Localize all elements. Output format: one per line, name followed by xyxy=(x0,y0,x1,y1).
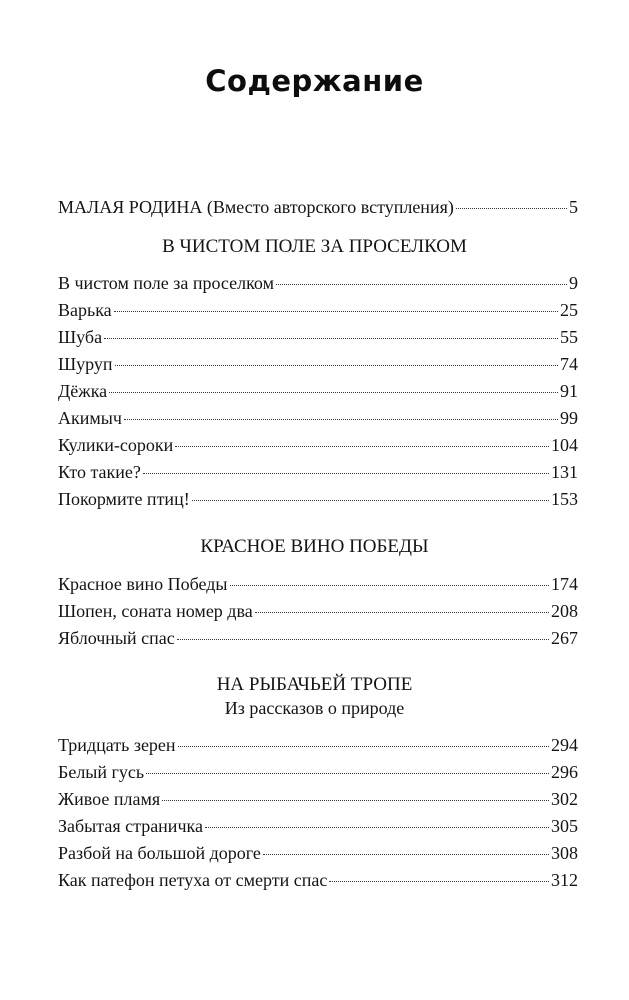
section-heading: НА РЫБАЧЬЕЙ ТРОПЕ xyxy=(216,674,413,695)
dot-leader xyxy=(255,612,549,613)
entry-page: 312 xyxy=(551,870,578,890)
dot-leader xyxy=(175,446,549,447)
entry-page: 104 xyxy=(551,435,578,455)
entry-title: Кто такие? xyxy=(58,462,141,482)
entry-title: Варька xyxy=(58,300,112,320)
entry-page: 174 xyxy=(551,574,578,594)
toc-entry[interactable] xyxy=(58,299,578,321)
entry-title: Покормите птиц! xyxy=(58,489,190,509)
dot-leader xyxy=(143,473,549,474)
entry-page: 9 xyxy=(569,273,578,293)
entry-page: 153 xyxy=(551,489,578,509)
section-heading: КРАСНОЕ ВИНО ПОБЕДЫ xyxy=(200,536,429,557)
entry-page: 308 xyxy=(551,843,578,863)
entry-page: 296 xyxy=(551,762,578,782)
dot-leader xyxy=(124,419,558,420)
dot-leader xyxy=(177,639,549,640)
toc-entry[interactable] xyxy=(58,761,578,783)
dot-leader xyxy=(115,365,558,366)
entry-page: 5 xyxy=(569,197,578,217)
dot-leader xyxy=(178,746,549,747)
section-heading: В ЧИСТОМ ПОЛЕ ЗА ПРОСЕЛКОМ xyxy=(162,236,467,257)
entry-title: Белый гусь xyxy=(58,762,145,782)
entry-title: МАЛАЯ РОДИНА (Вместо авторского вступления) xyxy=(58,197,454,217)
entry-title: Шуба xyxy=(58,327,103,347)
toc-entry[interactable] xyxy=(58,380,578,402)
dot-leader xyxy=(104,338,558,339)
dot-leader xyxy=(146,773,549,774)
dot-leader xyxy=(114,311,558,312)
entry-title: Живое пламя xyxy=(58,789,161,809)
entry-page: 267 xyxy=(551,628,578,648)
entry-title: Красное вино Победы xyxy=(58,574,228,594)
toc-entry[interactable] xyxy=(58,842,578,864)
entry-page: 131 xyxy=(551,462,578,482)
toc-entry[interactable] xyxy=(58,407,578,429)
entry-title: Яблочный спас xyxy=(58,628,175,648)
page-title: Содержание xyxy=(205,64,424,98)
entry-page: 25 xyxy=(560,300,578,320)
dot-leader xyxy=(162,800,549,801)
toc-entry[interactable] xyxy=(58,788,578,810)
entry-page: 294 xyxy=(551,735,578,755)
toc-entry[interactable] xyxy=(58,573,578,595)
dot-leader xyxy=(230,585,549,586)
dot-leader xyxy=(263,854,549,855)
dot-leader xyxy=(192,500,549,501)
entry-page: 302 xyxy=(551,789,578,809)
entry-page: 55 xyxy=(560,327,578,347)
entry-title: Как патефон петуха от смерти спас xyxy=(58,870,328,890)
entry-page: 91 xyxy=(560,381,578,401)
entry-page: 208 xyxy=(551,601,578,621)
dot-leader xyxy=(456,208,567,209)
toc-entry[interactable] xyxy=(58,600,578,622)
toc-entry[interactable] xyxy=(58,326,578,348)
entry-title: Дёжка xyxy=(58,381,108,401)
toc-entry[interactable] xyxy=(58,434,578,456)
entry-title: Тридцать зерен xyxy=(58,735,176,755)
toc-entry[interactable] xyxy=(58,734,578,756)
toc-entry[interactable] xyxy=(58,353,578,375)
section-subheading: Из рассказов о природе xyxy=(224,698,405,718)
entry-page: 305 xyxy=(551,816,578,836)
dot-leader xyxy=(109,392,558,393)
dot-leader xyxy=(205,827,549,828)
toc-entry[interactable] xyxy=(58,869,578,891)
toc-entry[interactable] xyxy=(58,272,578,294)
entry-title: В чистом поле за проселком xyxy=(58,273,274,293)
entry-title: Забытая страничка xyxy=(58,816,203,836)
toc-entry[interactable] xyxy=(58,461,578,483)
dot-leader xyxy=(276,284,567,285)
entry-page: 99 xyxy=(560,408,578,428)
entry-title: Шопен, соната номер два xyxy=(58,601,253,621)
entry-title: Акимыч xyxy=(58,408,122,428)
entry-page: 74 xyxy=(560,354,578,374)
toc-entry[interactable] xyxy=(58,627,578,649)
entry-title: Кулики-сороки xyxy=(58,435,174,455)
toc-entry[interactable] xyxy=(58,488,578,510)
entry-title: Шуруп xyxy=(58,354,113,374)
dot-leader xyxy=(329,881,549,882)
entry-title: Разбой на большой дороге xyxy=(58,843,261,863)
toc-entry[interactable] xyxy=(58,196,578,218)
toc-entry[interactable] xyxy=(58,815,578,837)
